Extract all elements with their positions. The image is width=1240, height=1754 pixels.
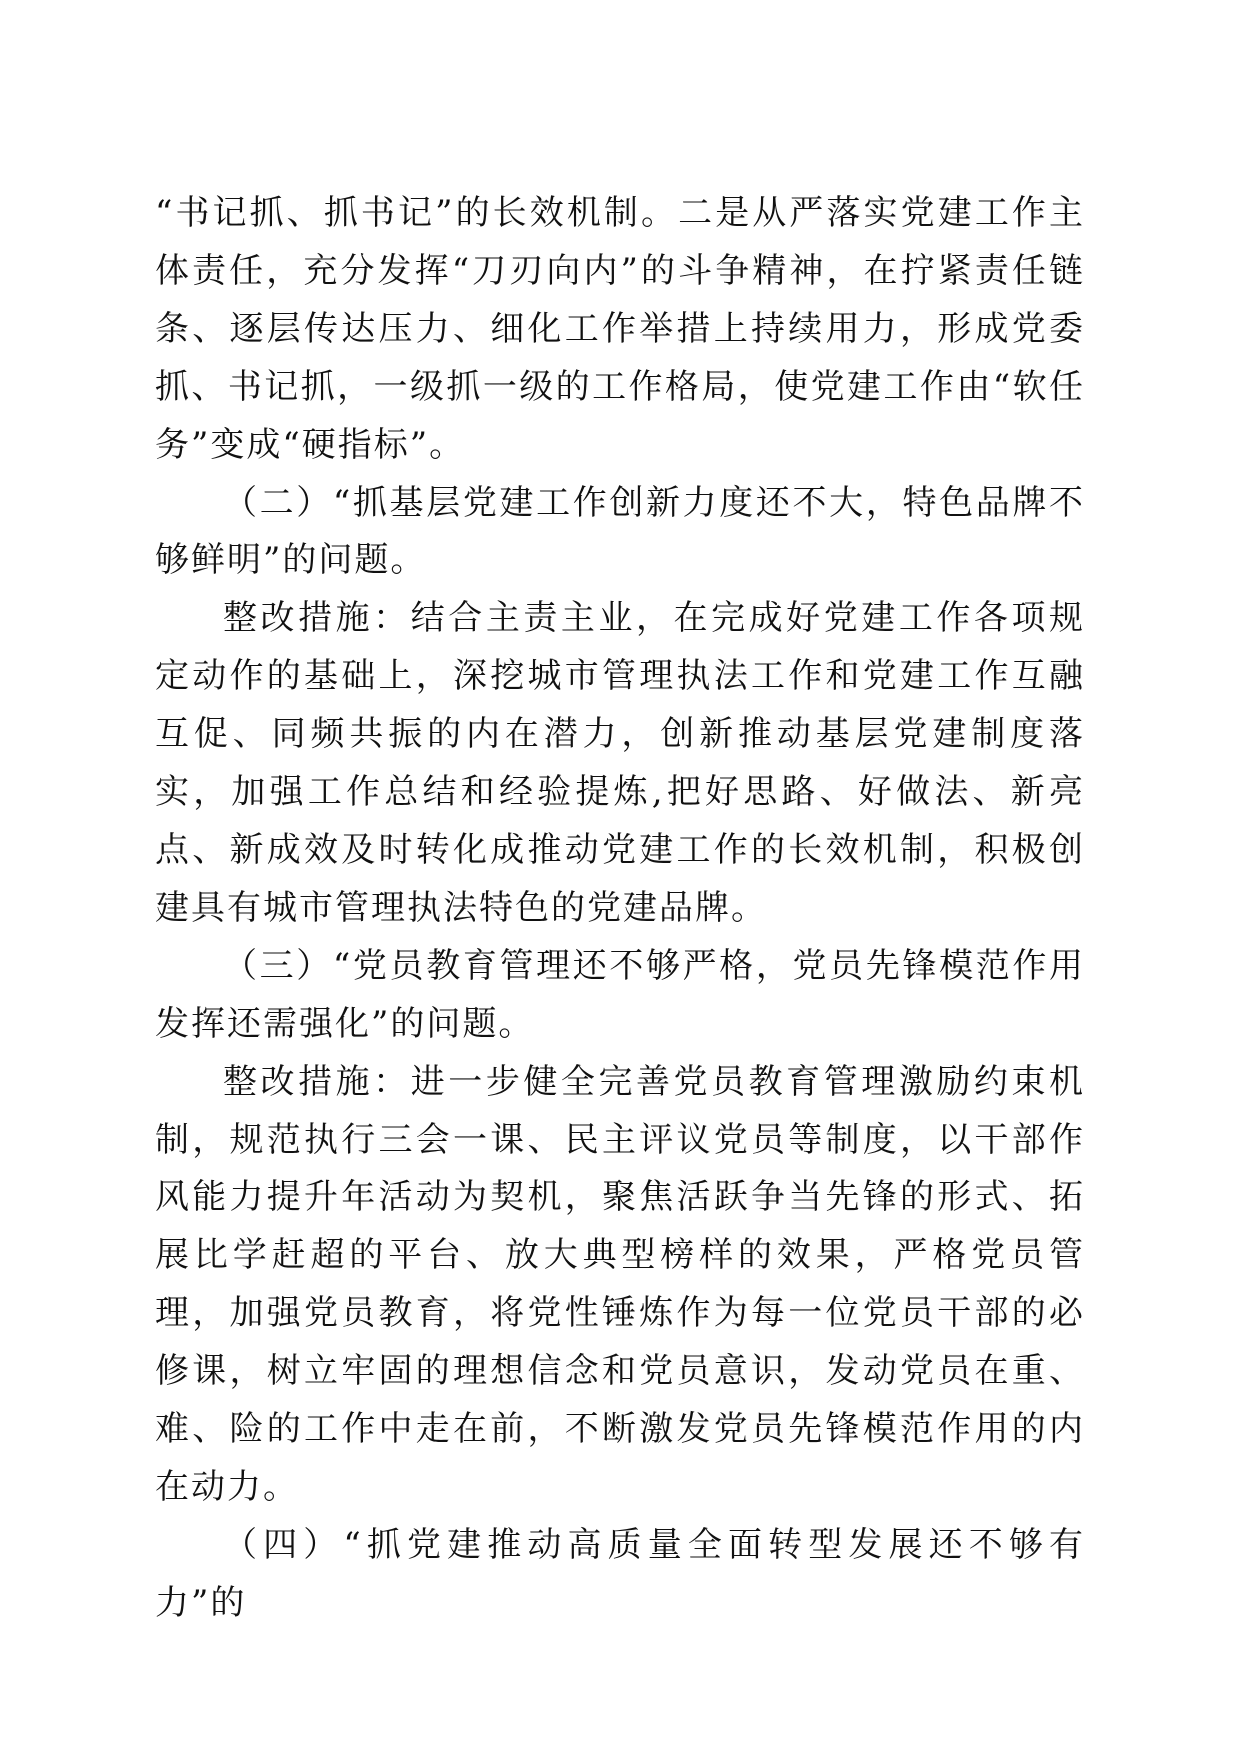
paragraph-responsibility: “书记抓、抓书记”的长效机制。二是从严落实党建工作主体责任，充分发挥“刀刃向内”的斗争精神，在拧紧责任链条、逐层传达压力、细化工作举措上持续用力，形成党委抓、书记抓，一级抓一级的工作格局，使党建工作由“软任务”变成“硬指标”。 <box>155 193 1085 465</box>
document-body <box>155 185 1085 1633</box>
heading-section-4: （四）“抓党建推动高质量全面转型发展还不够有力”的 <box>155 1524 1085 1623</box>
paragraph-measures-2: 整改措施：结合主责主业，在完成好党建工作各项规定动作的基础上，深挖城市管理执法工作和党建工作互融互促、同频共振的内在潜力，创新推动基层党建制度落实，加强工作总结和经验提炼,把好思路、好做法、新亮点、新成效及时转化成推动党建工作的长效机制，积极创建具有城市管理执法特色的党建品牌。 <box>155 598 1085 928</box>
heading-section-2: （二）“抓基层党建工作创新力度还不大，特色品牌不够鲜明”的问题。 <box>155 482 1085 581</box>
paragraph-measures-3: 整改措施：进一步健全完善党员教育管理激励约束机制，规范执行三会一课、民主评议党员等制度，以干部作风能力提升年活动为契机，聚焦活跃争当先锋的形式、拓展比学赶超的平台、放大典型榜样的效果，严格党员管理，加强党员教育，将党性锤炼作为每一位党员干部的必修课，树立牢固的理想信念和党员意识，发动党员在重、难、险的工作中走在前，不断激发党员先锋模范作用的内在动力。 <box>155 1061 1085 1507</box>
heading-section-3: （三）“党员教育管理还不够严格，党员先锋模范作用发挥还需强化”的问题。 <box>155 945 1085 1044</box>
